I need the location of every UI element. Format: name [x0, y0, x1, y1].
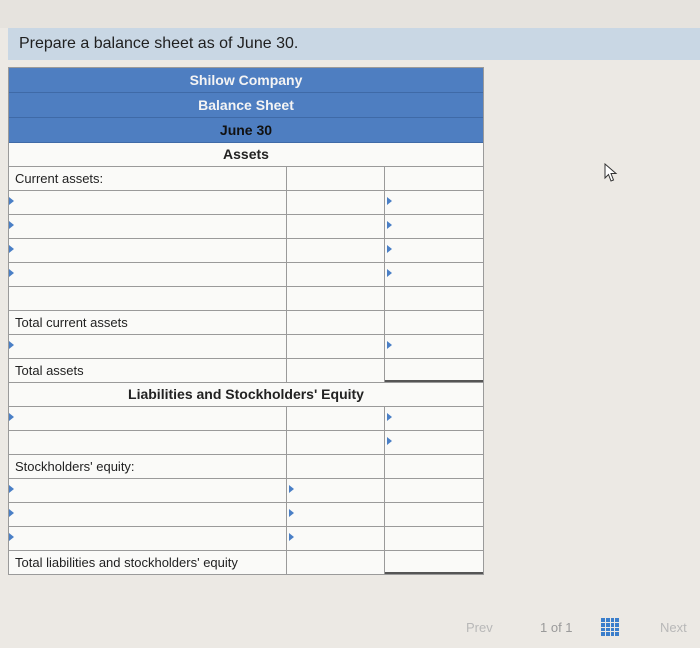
dropdown-marker-icon	[9, 245, 14, 253]
dropdown-marker-icon	[289, 509, 294, 517]
total-input[interactable]	[385, 215, 483, 238]
dropdown-marker-icon	[387, 413, 392, 421]
dropdown-marker-icon	[9, 269, 14, 277]
dropdown-marker-icon	[387, 437, 392, 445]
amount-input[interactable]	[287, 287, 385, 310]
company-name: Shilow Company	[9, 68, 483, 93]
current-assets-label: Current assets:	[9, 167, 287, 190]
current-assets-row	[9, 167, 483, 191]
amount-input[interactable]	[287, 191, 385, 214]
total-input[interactable]	[385, 311, 483, 334]
total-input[interactable]	[385, 239, 483, 262]
dropdown-marker-icon	[9, 413, 14, 421]
total-input[interactable]	[385, 527, 483, 550]
total-current-assets-row	[9, 311, 483, 335]
liability-entry-row	[9, 431, 483, 455]
asset-entry-row	[9, 263, 483, 287]
total-liabilities-equity-input[interactable]	[385, 551, 483, 574]
instruction-text: Prepare a balance sheet as of June 30.	[8, 28, 700, 60]
total-cell	[385, 455, 483, 478]
dropdown-marker-icon	[9, 509, 14, 517]
top-band	[0, 0, 700, 28]
account-dropdown[interactable]	[9, 527, 287, 550]
statement-date: June 30	[9, 118, 483, 143]
amount-input[interactable]	[287, 407, 385, 430]
account-dropdown[interactable]	[9, 407, 287, 430]
stockholders-equity-row	[9, 455, 483, 479]
amount-cell	[287, 359, 385, 382]
dropdown-marker-icon	[387, 245, 392, 253]
equity-entry-row	[9, 479, 483, 503]
account-dropdown[interactable]	[9, 239, 287, 262]
total-assets-input[interactable]	[385, 359, 483, 382]
account-dropdown[interactable]	[9, 191, 287, 214]
prev-button[interactable]: Prev	[466, 620, 493, 635]
amount-cell	[287, 167, 385, 190]
account-dropdown[interactable]	[9, 431, 287, 454]
equity-entry-row	[9, 527, 483, 551]
noncurrent-asset-row	[9, 335, 483, 359]
statement-title: Balance Sheet	[9, 93, 483, 118]
assets-heading: Assets	[9, 143, 483, 167]
dropdown-marker-icon	[387, 269, 392, 277]
account-dropdown[interactable]	[9, 263, 287, 286]
total-input[interactable]	[385, 503, 483, 526]
dropdown-marker-icon	[289, 485, 294, 493]
account-dropdown[interactable]	[9, 503, 287, 526]
total-liabilities-equity-row	[9, 551, 483, 574]
mouse-cursor-icon	[604, 163, 618, 183]
amount-input[interactable]	[287, 311, 385, 334]
next-button[interactable]: Next	[660, 620, 687, 635]
page-indicator: 1 of 1	[540, 620, 573, 635]
account-dropdown[interactable]	[9, 215, 287, 238]
account-dropdown[interactable]	[9, 287, 287, 310]
asset-entry-row	[9, 239, 483, 263]
asset-entry-row	[9, 215, 483, 239]
amount-cell	[287, 551, 385, 574]
total-input[interactable]	[385, 407, 483, 430]
dropdown-marker-icon	[387, 197, 392, 205]
dropdown-marker-icon	[387, 221, 392, 229]
dropdown-marker-icon	[9, 221, 14, 229]
liabilities-heading: Liabilities and Stockholders' Equity	[9, 383, 483, 407]
account-dropdown[interactable]	[9, 335, 287, 358]
total-input[interactable]	[385, 335, 483, 358]
amount-input[interactable]	[287, 527, 385, 550]
total-assets-row	[9, 359, 483, 383]
amount-input[interactable]	[287, 263, 385, 286]
asset-entry-row	[9, 287, 483, 311]
dropdown-marker-icon	[9, 341, 14, 349]
dropdown-marker-icon	[289, 533, 294, 541]
amount-input[interactable]	[287, 431, 385, 454]
total-current-assets-label: Total current assets	[9, 311, 287, 334]
stockholders-equity-label: Stockholders' equity:	[9, 455, 287, 478]
amount-input[interactable]	[287, 503, 385, 526]
amount-input[interactable]	[287, 215, 385, 238]
amount-input[interactable]	[287, 239, 385, 262]
amount-input[interactable]	[287, 479, 385, 502]
total-liabilities-equity-label: Total liabilities and stockholders' equity	[9, 551, 287, 574]
total-input[interactable]	[385, 263, 483, 286]
grid-icon[interactable]	[601, 618, 619, 636]
amount-cell	[287, 455, 385, 478]
dropdown-marker-icon	[9, 485, 14, 493]
dropdown-marker-icon	[9, 197, 14, 205]
amount-input[interactable]	[287, 335, 385, 358]
dropdown-marker-icon	[9, 533, 14, 541]
total-assets-label: Total assets	[9, 359, 287, 382]
total-input[interactable]	[385, 287, 483, 310]
asset-entry-row	[9, 191, 483, 215]
equity-entry-row	[9, 503, 483, 527]
account-dropdown[interactable]	[9, 479, 287, 502]
total-input[interactable]	[385, 479, 483, 502]
liability-entry-row	[9, 407, 483, 431]
balance-sheet-worksheet	[8, 67, 484, 575]
total-input[interactable]	[385, 431, 483, 454]
dropdown-marker-icon	[387, 341, 392, 349]
total-cell	[385, 167, 483, 190]
total-input[interactable]	[385, 191, 483, 214]
